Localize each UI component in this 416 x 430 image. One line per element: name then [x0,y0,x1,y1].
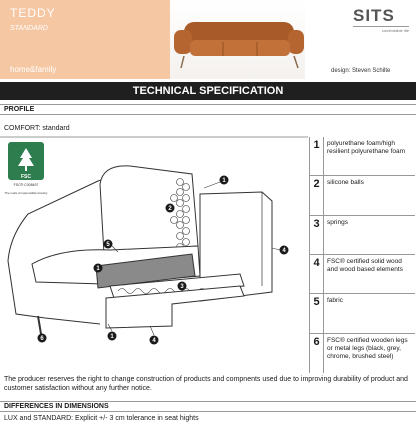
model-variant: STANDARD [10,25,48,32]
legend-number: 6 [310,334,324,373]
legend-number: 3 [310,216,324,254]
profile-heading: PROFILE [0,104,416,115]
header-banner [0,0,416,79]
callout-1a: 1 [222,178,226,185]
brand-logo: SITS [353,6,395,25]
fsc-caption: The mark of responsible forestry [4,191,48,195]
legend-table [309,137,415,373]
callout-4b: 4 [152,338,156,345]
page-title: TECHNICAL SPECIFICATION [0,82,416,100]
legend-number: 4 [310,255,324,293]
legend-number: 2 [310,176,324,214]
sofa-image [170,0,305,79]
legend-text: FSC® certified solid wood and wood based elements [327,257,403,273]
callout-2: 2 [168,206,172,213]
collection-name: home&family [10,65,57,74]
legend-row [310,334,415,373]
differences-heading: DIFFERENCES IN DIMENSIONS [0,401,416,412]
banner-color-block [0,0,170,79]
legend-text: polyurethane foam/high resilient polyurethane foam [327,140,406,155]
legend-row [310,216,415,255]
legend-text: silicone balls [327,179,364,187]
legend-number: 1 [310,137,324,175]
legend-text: springs [327,218,348,226]
fsc-code: FSC® C008497 [13,183,39,187]
callout-5: 5 [106,242,110,249]
legend-text: FSC® certified wooden legs or metal legs (black, grey, chrome, brushed steel) [327,336,408,360]
callout-1c: 1 [110,334,114,341]
comfort-line: COMFORT: standard [4,125,70,132]
cutaway-drawing [0,136,308,372]
legend-row [310,255,415,294]
sofa-photo [170,0,305,79]
legend-number: 5 [310,294,324,332]
legend-row [310,137,415,176]
fsc-label: FSC [21,174,31,180]
brand-tagline: comfortable life [353,26,409,33]
callout-4a: 4 [282,248,286,255]
legend-row [310,176,415,215]
legend-text: fabric [327,297,343,305]
callout-1b: 1 [96,266,100,273]
callout-3: 3 [180,284,184,291]
model-name: TEDDY [10,6,56,20]
designer-credit: design: Steven Schilte [331,68,391,74]
callout-6: 6 [40,336,44,343]
fsc-logo [4,142,48,195]
differences-text: LUX and STANDARD: Explicit +/- 3 cm tolerance in seat hights [4,415,199,422]
disclaimer-text: The producer reserves the right to change construction of products and compnents used due to improving durability of product and customer satisfaction without any further notice. [4,376,408,392]
legend-row [310,294,415,333]
